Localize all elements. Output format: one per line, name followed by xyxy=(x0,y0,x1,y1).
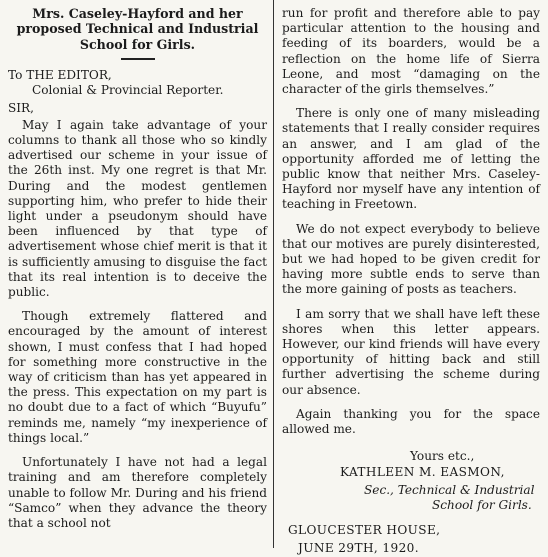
paragraph-1: May I again take advantage of your columns to thank all those who so kindly advertised our scheme in your issue of the 26th inst. My one regret is that Mr. During and the modest gentlemen supporting him, who prefer to hide their light under a pseudonym should have been influenced by that type of advertisement whose chief merit is that it is sufficiently amusing to disguise the fact that its real intention is to deceive the public. xyxy=(8,117,267,300)
paragraph-7: Again thanking you for the space allowed me. xyxy=(282,406,540,437)
paragraph-2: Though extremely flattered and encouraged by the amount of interest shown, I must confess that I had hoped for something more constructive in the way of criticism than has yet appeared in the press. This expectation on my part is no doubt due to a fact of which “Buyufu” reminds me, namely “my inexperience of things local.” xyxy=(8,309,267,445)
signature-block xyxy=(282,449,540,556)
address-line-editor: To THE EDITOR, xyxy=(8,68,112,83)
letter-date: JUNE 29TH, 1920. xyxy=(298,541,420,556)
paragraph-4: There is only one of many misleading statements that I really consider requires an answer, and I am glad of the opportunity afforded me of letting the public know that neither Mrs. Caseley-Hayford nor myself have any intention of teaching in Freetown. xyxy=(282,106,540,212)
closing: Yours etc., xyxy=(410,449,475,464)
column-divider xyxy=(273,0,274,548)
paragraph-3-continued: run for profit and therefore able to pay particular attention to the housing and feeding of its boarders, would be a reflection on the home life of Sierra Leone, and most “damaging on the character of the girls themselves.” xyxy=(282,6,540,97)
paragraph-5: We do not expect everybody to believe that our motives are purely disinterested, but we had hoped to be given credit for having more subtle ends to serve than the more gaining of posts as teachers. xyxy=(282,221,540,297)
paragraph-6: I am sorry that we shall have left these shores when this letter appears. However, our kind friends will have every opportunity of hitting back and still further advertising the scheme during our absence. xyxy=(282,306,540,397)
right-column xyxy=(282,6,540,556)
paragraph-3: Unfortunately I have not had a legal training and am therefore completely unable to follow Mr. During and his friend “Samco” when they advance the theory that a school not xyxy=(8,455,267,530)
signatory-title: Sec., Technical & Industrial xyxy=(364,482,535,497)
signatory-title-2: School for Girls. xyxy=(432,497,532,512)
left-column xyxy=(8,6,267,548)
signatory-name: KATHLEEN M. EASMON, xyxy=(340,465,505,480)
headline: Mrs. Caseley-Hayford and her proposed Technical and Industrial School for Girls. xyxy=(16,6,259,52)
address-line-publication: Colonial & Provincial Reporter. xyxy=(32,83,224,98)
headline-rule xyxy=(121,58,155,60)
salutation: SIR, xyxy=(8,100,35,115)
sender-address: GLOUCESTER HOUSE, xyxy=(288,523,441,538)
